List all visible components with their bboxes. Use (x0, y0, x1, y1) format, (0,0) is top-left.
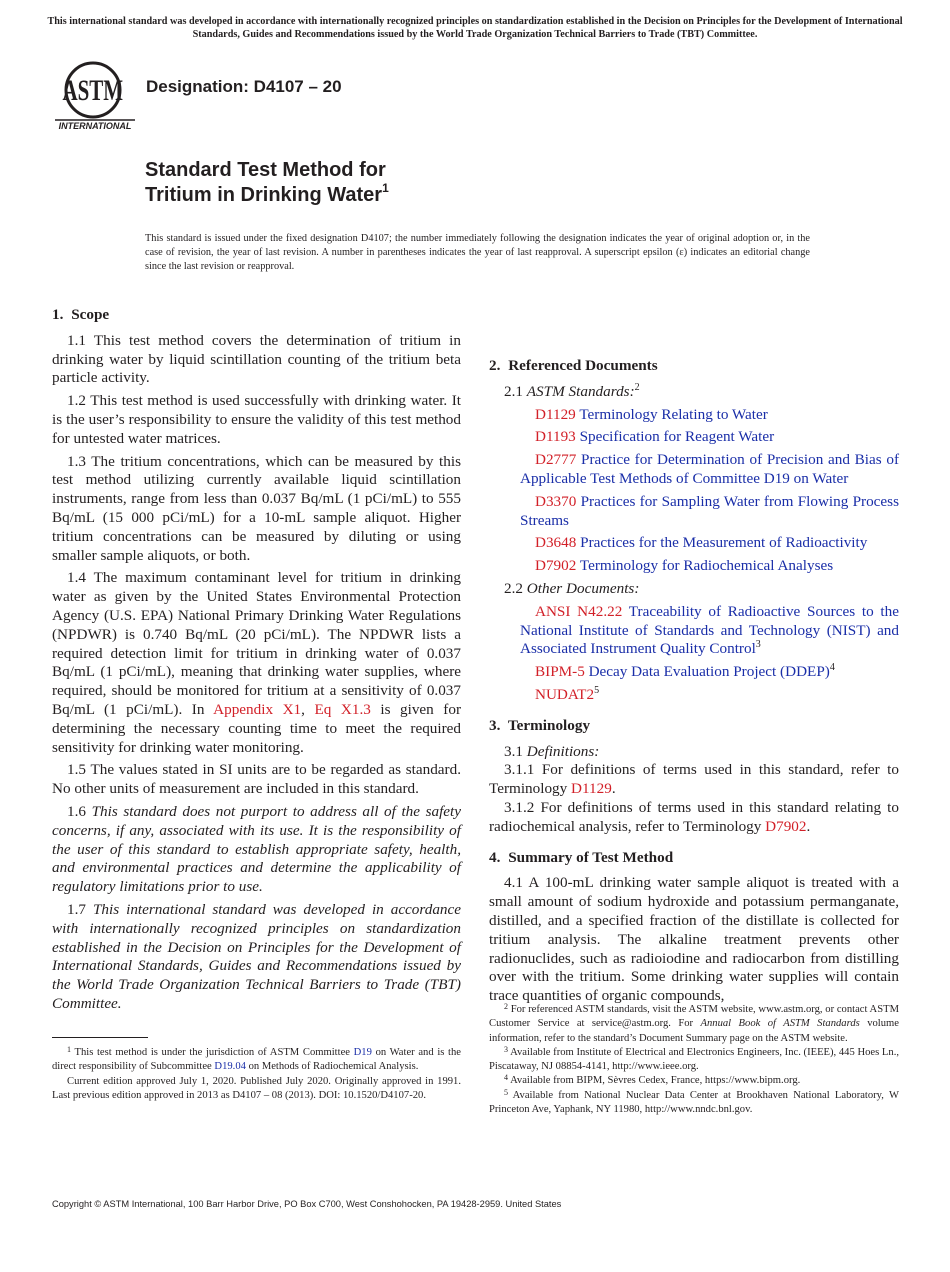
top-notice: This international standard was developed in accordance with internationally recognized principles on standardization established in the Decision on Principles for the Development of International Standards, Guides and Recommendations issued by the World Trade Organization Technical Barriers to Trade (TBT) Committee. (47, 16, 903, 40)
other-documents-label: 2.2 Other Documents: (504, 579, 640, 597)
section-scope-heading: 1. Scope (52, 306, 110, 323)
other-ref-item[interactable]: ANSI N42.22 Traceability of Radioactive Sources to the National Institute of Standards and Technology (NIST) and Associated Instrument Quality Control$^3$ (520, 602, 899, 658)
designation: Designation: D4107 – 20 (146, 77, 342, 96)
issuance-statement: This standard is issued under the fixed designation D4107; the number immediately following the designation indicates the year of original adoption or, in the case of revision, the year of last revision. A number in parentheses indicates the year of last reapproval. A superscript epsilon (ε) indicates an editorial change since the last revision or reapproval. (145, 233, 810, 272)
footnote-rule-left (52, 1037, 148, 1038)
footnotes-right (489, 1003, 899, 1117)
paragraph-1-4: 1.4 The maximum contaminant level for tritium in drinking water as given by the United States Environmental Protection Agency (U.S. EPA) National Primary Drinking Water Regulations (NPDWR) is 0.740 Bq/mL (20 pCi/mL). The NPDWR lists a required detection limit for tritium in drinking water of 0.037 Bq/mL (1 pCi/mL), meaning that drinking water supplies, where required, should be monitored for tritium at a sensitivity of 0.037 Bq/mL (1 pCi/mL). In Appendix X1, Eq X1.3 is given for determining the necessary counting time to meet the required sensitivity for drinking water monitoring. (52, 569, 462, 756)
footnotes-left (52, 1046, 461, 1103)
footnote-3: $^3$ Available from Institute of Electrical and Electronics Engineers, Inc. (IEEE), 445 Hoes Ln., Piscataway, NJ 08854-4141, http://www.ieee.org. (489, 1044, 899, 1073)
other-ref-item[interactable]: BIPM-5 Decay Data Evaluation Project (DDEP)$^4$ (535, 662, 835, 681)
footnote-1: $^1$ This test method is under the jurisdiction of ASTM Committee D19 on Water and is the direct responsibility of Subcommittee D19.04 on Methods of Radiochemical Analysis. (52, 1045, 461, 1073)
link-eq-x1-3[interactable]: Eq X1.3 (314, 700, 371, 718)
logo-text: ASTM (62, 73, 124, 107)
title-line-2: Tritium in Drinking Water (145, 184, 383, 206)
paragraph-1-1: 1.1 This test method covers the determination of tritium in drinking water by liquid scintillation counting of the tritium beta particle activity. (52, 331, 461, 387)
copyright: Copyright © ASTM International, 100 Barr Harbor Drive, PO Box C700, West Conshohocken, PA 19428-2959. United States (52, 1199, 562, 1209)
paragraph-4-1: 4.1 A 100-mL drinking water sample aliquot is treated with a small amount of sodium hydroxide and potassium permanganate, distilled, and a specified fraction of the distillate is collected for tritium analysis. The alkaline treatment prevents other radionuclides, such as radioiodine and radiocarbon from distilling over with the tritium. Some drinking water supplies will contain trace quantities of organic compounds, (489, 874, 899, 1005)
title-footnote-mark[interactable]: 1 (382, 181, 389, 195)
section-terminology-heading: 3. Terminology (489, 716, 591, 734)
paragraph-3-1-2: 3.1.2 For definitions of terms used in this standard relating to radiochemical analysis, refer to Terminology D7902. (489, 798, 899, 835)
link-d1129[interactable]: D1129 (571, 780, 612, 798)
astm-logo (55, 58, 135, 132)
paragraph-1-6: 1.6 This standard does not purport to address all of the safety concerns, if any, associated with its use. It is the responsibility of the user of this standard to establish appropriate safety, health, and environmental practices and determine the applicability of regulatory limitations prior to use. (52, 802, 462, 896)
footnote-1-edition: Current edition approved July 1, 2020. Published July 2020. Originally approved in 1991. Last previous edition approved in 2013 as D4107 – 08 (2013). DOI: 10.1520/D4107-20. (52, 1075, 461, 1101)
link-d19-04[interactable]: D19.04 (214, 1061, 246, 1073)
left-column (52, 306, 461, 1018)
title-line-1: Standard Test Method for (145, 159, 386, 181)
link-d7902[interactable]: D7902 (765, 817, 807, 835)
ref-item[interactable]: D3370 Practices for Sampling Water from Flowing Process Streams (520, 492, 899, 529)
document-title (145, 158, 389, 208)
paragraph-1-5: 1.5 The values stated in SI units are to be regarded as standard. No other units of measurement are included in this standard. (52, 761, 461, 798)
ref-item[interactable]: D2777 Practice for Determination of Precision and Bias of Applicable Test Methods of Committee D19 on Water (520, 451, 900, 487)
section-referenced-heading: 2. Referenced Documents (489, 357, 658, 374)
section-summary-heading: 4. Summary of Test Method (489, 848, 674, 866)
footnote-5: $^5$ Available from National Nuclear Data Center at Brookhaven National Laboratory, W Princeton Ave, Yaphank, NY 11980, http://www.nndc.bnl.gov. (489, 1087, 899, 1116)
footnote-2: $^2$ For referenced ASTM standards, visit the ASTM website, www.astm.org, or contact ASTM Customer Service at service@astm.org. For Annual Book of ASTM Standards volume information, refer to the standard’s Document Summary page on the ASTM website. (489, 1002, 899, 1044)
definitions-label: 3.1 Definitions: (504, 742, 600, 760)
ref-item[interactable]: D7902 Terminology for Radiochemical Analyses (535, 557, 834, 575)
astm-standards-label: 2.1 ASTM Standards:$^2$ (504, 381, 640, 400)
right-column (489, 306, 899, 1010)
ref-item[interactable]: D1193 Specification for Reagent Water (535, 428, 775, 446)
logo-subtext: INTERNATIONAL (58, 121, 132, 131)
ref-item[interactable]: D3648 Practices for the Measurement of Radioactivity (535, 534, 868, 552)
paragraph-1-2: 1.2 This test method is used successfully with drinking water. It is the user’s responsibility to ensure the validity of this test method for untested water matrices. (52, 392, 461, 447)
ref-item[interactable]: D1129 Terminology Relating to Water (535, 405, 768, 423)
other-ref-item[interactable]: $NUDAT2^5$ (535, 684, 600, 703)
paragraph-3-1-1: 3.1.1 For definitions of terms used in this standard, refer to Terminology D1129. (489, 761, 899, 798)
paragraph-1-7: 1.7 This international standard was developed in accordance with internationally recognized principles on standardization established in the Decision on Principles for the Development of International Standards, Guides and Recommendations issued by the World Trade Organization Technical Barriers to Trade (TBT) Committee. (52, 900, 462, 1012)
link-d19[interactable]: D19 (353, 1047, 372, 1058)
link-appendix-x1[interactable]: Appendix X1 (213, 700, 302, 718)
paragraph-1-3: 1.3 The tritium concentrations, which can be measured by this test method utilizing currently available liquid scintillation instruments, range from less than 0.037 Bq/mL (1 pCi/mL) to 555 Bq/mL (15 000 pCi/mL) for a 10-mL sample aliquot. Higher tritium concentrations can be measured by diluting or using smaller sample aliquots, or both. (52, 452, 461, 564)
footnote-4: $^4$ Available from BIPM, Sèvres Cedex, France, https://www.bipm.org. (504, 1073, 801, 1087)
